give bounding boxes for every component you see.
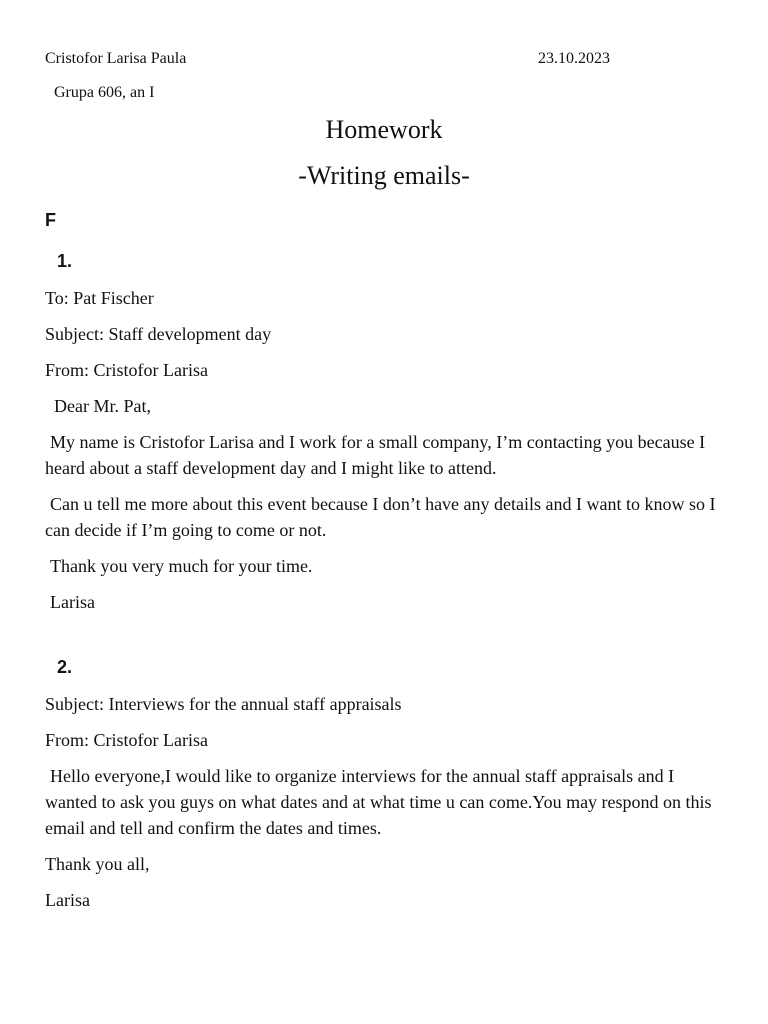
section-letter: F [45, 210, 56, 230]
email-1-signature: Larisa [50, 592, 95, 612]
email-2-body: Hello everyone,I would like to organize interviews for the annual staff appraisals and I wanted to ask you guys on what dates and at what time u can come.You may respond on this email and tell and confirm the dates and times. [45, 766, 712, 838]
email-2-thanks: Thank you all, [45, 854, 150, 874]
email-2-signature: Larisa [45, 890, 90, 910]
email-1-number: 1. [57, 251, 73, 271]
email-2-from: From: Cristofor Larisa [45, 730, 208, 750]
document-subtitle: -Writing emails- [298, 161, 470, 190]
email-1-subject: Subject: Staff development day [45, 324, 272, 344]
email-1-from: From: Cristofor Larisa [45, 360, 208, 380]
email-1-to: To: Pat Fischer [45, 288, 154, 308]
email-1-paragraph-1: My name is Cristofor Larisa and I work for a small company, I’m contacting you because I heard about a staff development day and I might like to attend. [45, 432, 706, 478]
document-title: Homework [325, 115, 443, 144]
email-1-paragraph-2: Can u tell me more about this event because I don’t have any details and I want to know so I can decide if I’m going to come or not. [45, 494, 716, 540]
student-group: Grupa 606, an I [54, 84, 155, 101]
author-name: Cristofor Larisa Paula [45, 50, 187, 67]
email-2-subject: Subject: Interviews for the annual staff appraisals [45, 694, 402, 714]
document-date: 23.10.2023 [538, 50, 610, 67]
email-1-greeting: Dear Mr. Pat, [54, 396, 151, 416]
email-2-number: 2. [57, 657, 73, 677]
email-1-thanks: Thank you very much for your time. [50, 556, 313, 576]
